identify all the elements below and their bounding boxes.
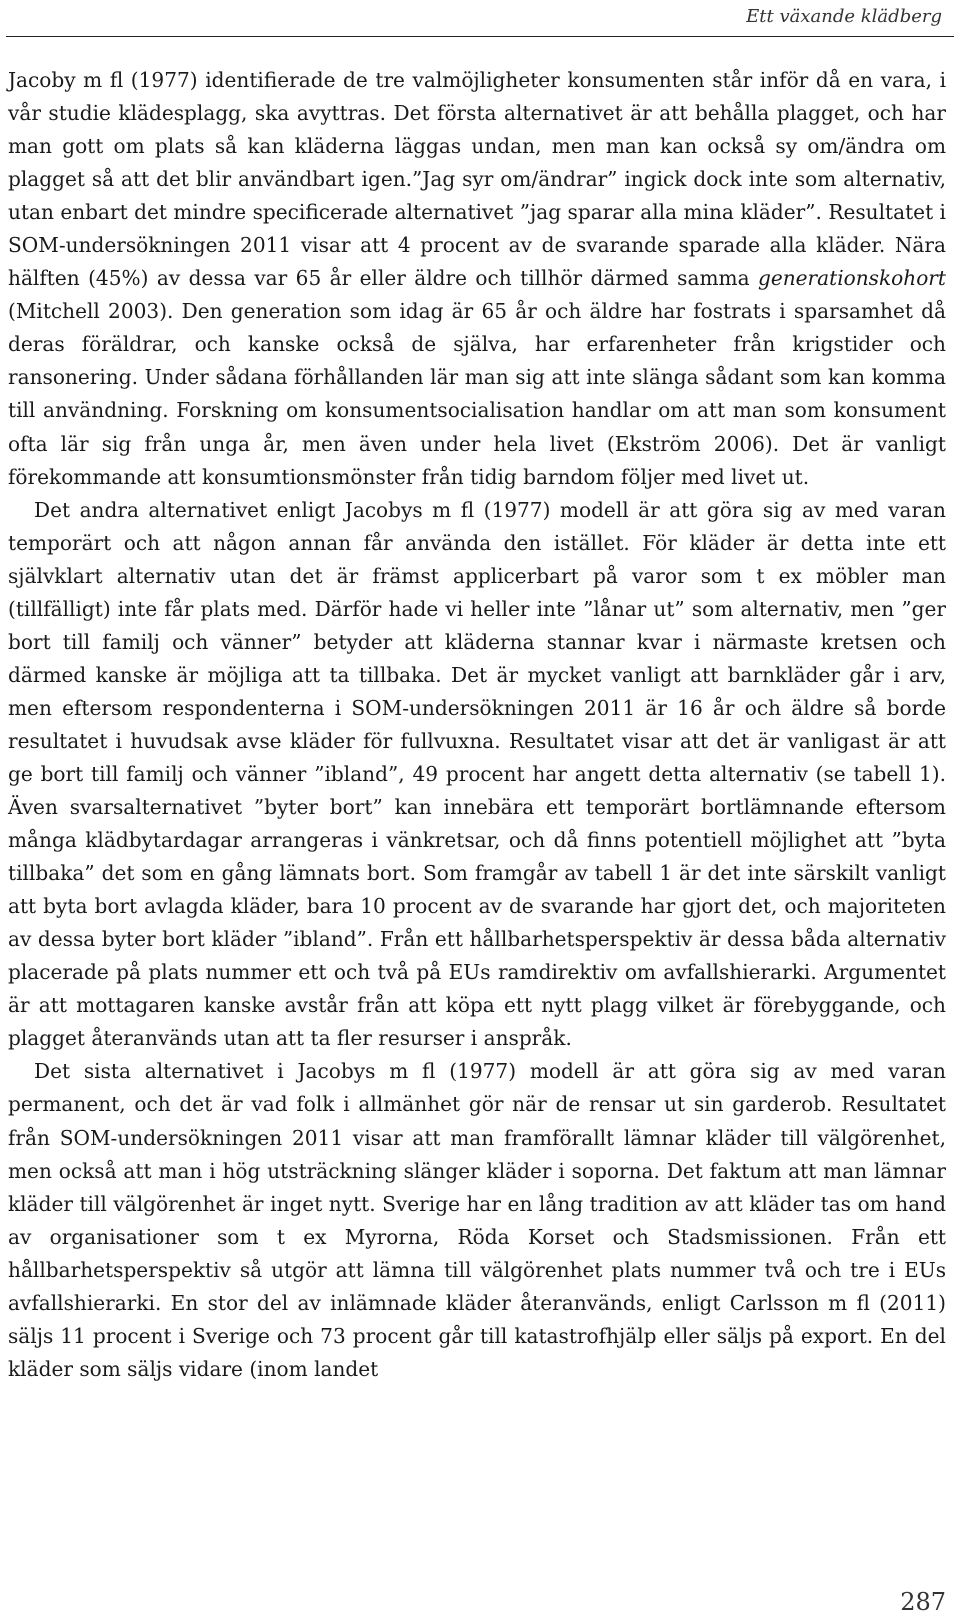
paragraph-1-part-1: Jacoby m fl (1977) identifierade de tre valmöjligheter konsumenten står inför då en vara, i vår studie klädesplagg, ska avyttras. Det första alternativet är att behålla plagget, och har man gott om plats så kan kläderna läggas undan, men man kan också sy om/ändra om plagget så att det blir användbart igen.”Jag syr om/ändrar” ingick dock inte som alternativ, utan enbart det mindre specificerade alternativet ”jag sparar alla mina kläder”. Resultatet i SOM-undersökningen 2011 visar att 4 procent av de svarande sparade alla kläder. Nära hälften (45%) av dessa var 65 år eller äldre och tillhör därmed samma xyxy=(8,68,946,291)
emphasis-generationskohort: generationskohort xyxy=(757,266,946,291)
paragraph-1 xyxy=(8,64,946,494)
body-text xyxy=(8,64,946,1386)
paragraph-1-part-2: (Mitchell 2003). Den generation som idag är 65 år och äldre har fostrats i sparsamhet då deras föräldrar, och kanske också de själva, har erfarenheter från krigstider och ransonering. Under sådana förhållanden lär man sig att inte slänga sådant som kan komma till användning. Forskning om konsumentsocialisation handlar om att man som konsument ofta lär sig från unga år, men även under hela livet (Ekström 2006). Det är vanligt förekommande att konsumtionsmönster från tidig barndom följer med livet ut. xyxy=(8,299,946,489)
running-header: Ett växande klädberg xyxy=(746,6,942,27)
page-number: 287 xyxy=(900,1588,946,1616)
header-rule xyxy=(6,36,954,37)
paragraph-3: Det sista alternativet i Jacobys m fl (1977) modell är att göra sig av med varan permanent, och det är vad folk i allmänhet gör när de rensar ut sin garderob. Resultatet från SOM-undersökningen 2011 visar att man framförallt lämnar kläder till välgörenhet, men också att man i hög utsträckning slänger kläder i soporna. Det faktum att man lämnar kläder till välgörenhet är inget nytt. Sverige har en lång tradition av att kläder tas om hand av organisationer som t ex Myrorna, Röda Korset och Stadsmissionen. Från ett hållbarhetsperspektiv så utgör att lämna till välgörenhet plats nummer två och tre i EUs avfallshierarki. En stor del av inlämnade kläder återanvänds, enligt Carlsson m fl (2011) säljs 11 procent i Sverige och 73 procent går till katastrofhjälp eller säljs på export. En del kläder som säljs vidare (inom landet xyxy=(8,1059,946,1381)
paragraph-2: Det andra alternativet enligt Jacobys m fl (1977) modell är att göra sig av med varan temporärt och att någon annan får använda den istället. För kläder är detta inte ett självklart alternativ utan det är främst applicerbart på varor som t ex möbler man (tillfälligt) inte får plats med. Därför hade vi heller inte ”lånar ut” som alternativ, men ”ger bort till familj och vänner” betyder att kläderna stannar kvar i närmaste kretsen och därmed kanske är möjliga att ta tillbaka. Det är mycket vanligt att barnkläder går i arv, men eftersom respondenterna i SOM-undersökningen 2011 är 16 år och äldre så borde resultatet i huvudsak avse kläder för fullvuxna. Resultatet visar att det är vanligast är att ge bort till familj och vänner ”ibland”, 49 procent har angett detta alternativ (se tabell 1). Även svarsalternativet ”byter bort” kan innebära ett temporärt bortlämnande eftersom många klädbytardagar arrangeras i vänkretsar, och då finns potentiell möjlighet att ”byta tillbaka” det som en gång lämnats bort. Som framgår av tabell 1 är det inte särskilt vanligt att byta bort avlagda kläder, bara 10 procent av de svarande har gjort det, och majoriteten av dessa byter bort kläder ”ibland”. Från ett hållbarhetsperspektiv är dessa båda alternativ placerade på plats nummer ett och två på EUs ramdirektiv om avfallshierarki. Argumentet är att mottagaren kanske avstår från att köpa ett nytt plagg vilket är förebyggande, och plagget återanvänds utan att ta fler resurser i anspråk. xyxy=(8,497,946,1051)
